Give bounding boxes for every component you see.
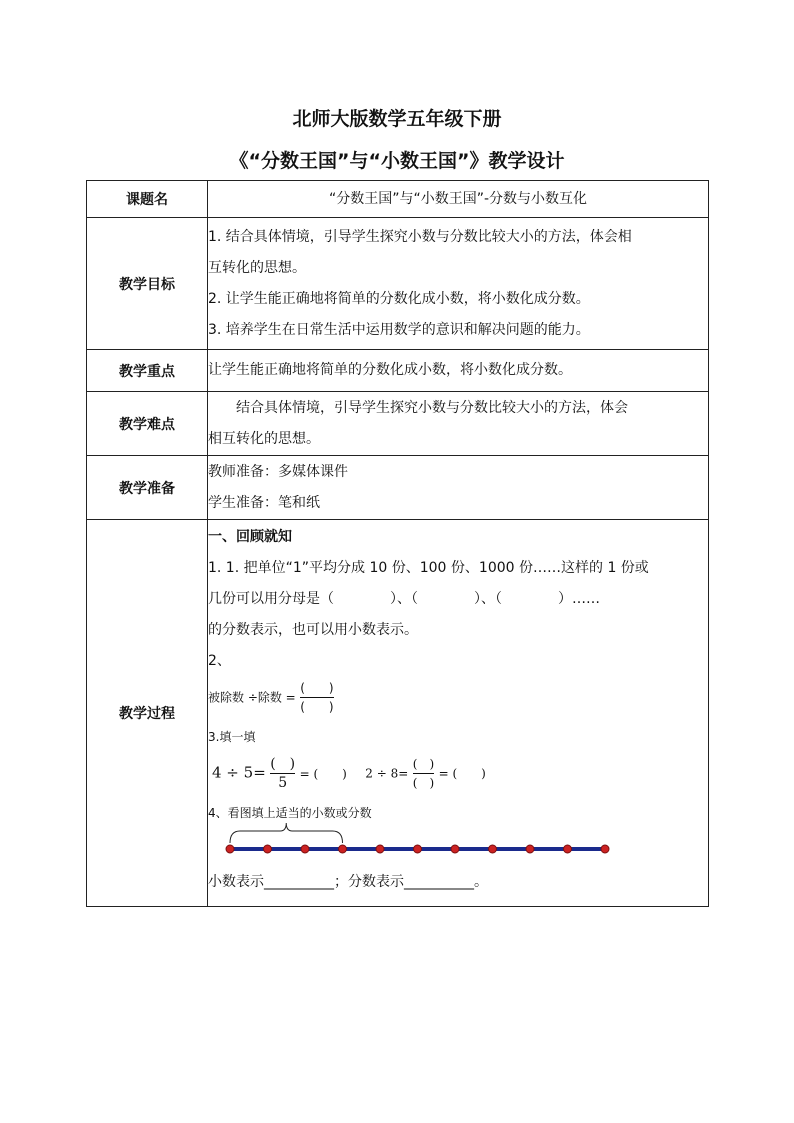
question-4-answer: 小数表示__________；分数表示__________。 (208, 874, 488, 890)
question-1-line: 1. 1. 把单位“1”平均分成 10 份、100 份、1000 份……这样的 1 份或 (208, 560, 649, 576)
lesson-plan-table (86, 180, 709, 907)
goal-line: 3. 培养学生在日常生活中运用数学的意识和解决问题的能力。 (208, 321, 590, 338)
number-line-point (376, 845, 384, 853)
document-subtitle: 《“分数王国”与“小数王国”》教学设计 (229, 150, 565, 172)
q3b-numerator: ( ) (413, 755, 434, 774)
difficulty-line: 结合具体情境，引导学生探究小数与分数比较大小的方法，体会 (208, 399, 628, 416)
row-difficulties (87, 392, 709, 456)
difficulty-line: 相互转化的思想。 (208, 430, 320, 447)
number-line-svg (222, 819, 642, 855)
number-line-point (226, 845, 234, 853)
question-3-label: 3.填一填 (208, 730, 256, 744)
q3b-tail: = ( ) (438, 766, 486, 781)
row-goals (87, 218, 709, 350)
brace-bracket (230, 823, 343, 843)
number-line-point (564, 845, 572, 853)
number-line-point (301, 845, 309, 853)
fraction-blank (300, 679, 333, 716)
q3b-denominator: ( ) (412, 776, 435, 790)
number-line-figure (208, 829, 708, 887)
process-content (208, 520, 709, 907)
q3a-numerator: ( ) (270, 756, 296, 772)
q3b-expression: 2 ÷ 8= (365, 766, 409, 781)
label-key-points: 教学重点 (87, 350, 208, 392)
number-line-point (414, 845, 422, 853)
row-preparation (87, 456, 709, 520)
question-2-label: 2、 (208, 653, 231, 669)
fraction-numerator: ( ) (300, 679, 333, 698)
question-1-line: 的分数表示，也可以用小数表示。 (208, 622, 418, 638)
row-process (87, 520, 709, 907)
label-topic: 课题名 (87, 181, 208, 218)
topic-value: “分数王国”与“小数王国”-分数与小数互化 (208, 181, 709, 218)
preparation-line: 教师准备：多媒体课件 (208, 463, 348, 480)
number-line-point (451, 845, 459, 853)
dividend-divisor-text: 被除数 ÷除数 = (208, 690, 296, 705)
section-title: 一、回顾就知 (208, 529, 292, 545)
fraction-denominator: ( ) (300, 700, 334, 714)
question-4-label: 4、看图填上适当的小数或分数 (208, 806, 372, 820)
goal-line: 1. 结合具体情境，引导学生探究小数与分数比较大小的方法，体会相 (208, 228, 632, 245)
label-difficulties: 教学难点 (87, 392, 208, 456)
q3a-fraction (270, 755, 295, 792)
row-key-points (87, 350, 709, 392)
row-topic (87, 181, 709, 218)
key-points-value: 让学生能正确地将简单的分数化成小数，将小数化成分数。 (208, 350, 709, 392)
document-title: 北师大版数学五年级下册 (292, 108, 502, 130)
q3a-denominator: 5 (278, 775, 288, 791)
number-line-point (264, 845, 272, 853)
goal-line: 互转化的思想。 (208, 259, 306, 276)
goals-content (208, 218, 709, 350)
q3a-tail: = ( ) (299, 766, 347, 781)
number-line-point (601, 845, 609, 853)
q3b-fraction (413, 755, 434, 792)
number-line-point (339, 845, 347, 853)
difficulties-content (208, 392, 709, 456)
preparation-content (208, 456, 709, 520)
number-line-point (526, 845, 534, 853)
label-preparation: 教学准备 (87, 456, 208, 520)
goal-line: 2. 让学生能正确地将简单的分数化成小数，将小数化成分数。 (208, 290, 590, 307)
q3a-expression: 4 ÷ 5= (212, 763, 266, 782)
label-goals: 教学目标 (87, 218, 208, 350)
number-line-point (489, 845, 497, 853)
label-process: 教学过程 (87, 520, 208, 907)
question-2-formula (208, 679, 708, 716)
question-1-line: 几份可以用分母是（ ）、（ ）、（ ）…… (208, 591, 600, 607)
question-3-formulas (212, 755, 708, 792)
preparation-line: 学生准备：笔和纸 (208, 494, 320, 511)
